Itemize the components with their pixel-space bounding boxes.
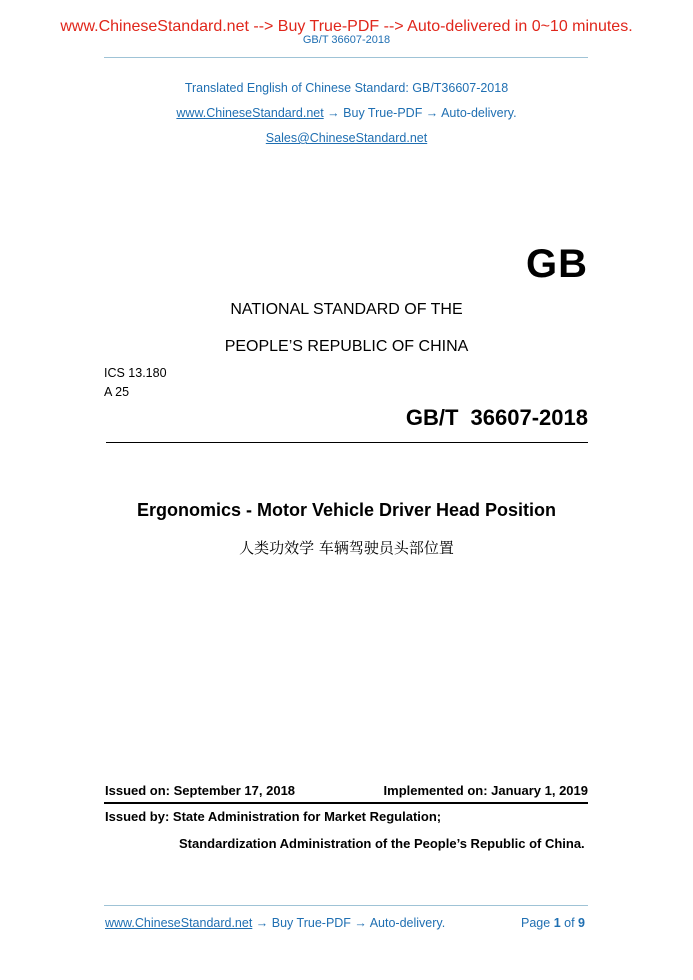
store-line xyxy=(0,106,693,120)
dates-divider xyxy=(104,802,588,804)
footer-site-link[interactable]: www.ChineseStandard.net xyxy=(105,916,253,930)
issued-on-date: Issued on: September 17, 2018 xyxy=(105,783,296,798)
sales-email-link[interactable]: Sales@ChineseStandard.net xyxy=(265,131,428,145)
standard-divider xyxy=(106,442,588,443)
header-standard-code: GB/T 36607-2018 xyxy=(302,34,391,46)
footer-store-line xyxy=(105,916,445,930)
store-suffix: → Buy True-PDF → Auto-delivery. xyxy=(323,106,517,120)
standard-number: GB/T 36607-2018 xyxy=(405,405,588,430)
page-of: of xyxy=(564,916,575,930)
gb-mark: GB xyxy=(526,242,588,286)
page-current: 1 xyxy=(553,916,561,930)
site-link[interactable]: www.ChineseStandard.net xyxy=(176,106,324,120)
ccs-code: A 25 xyxy=(104,385,130,399)
top-banner-link[interactable]: www.ChineseStandard.net --> Buy True-PDF --> Auto-delivered in 0~10 minutes. xyxy=(60,18,633,35)
national-standard-line-2: PEOPLE’S REPUBLIC OF CHINA xyxy=(224,338,469,355)
second-issuer: Standardization Administration of the People’s Republic of China. xyxy=(179,836,585,851)
footer-divider xyxy=(104,905,588,906)
translation-note: Translated English of Chinese Standard: GB/T36607-2018 xyxy=(184,81,509,95)
national-standard-line-1: NATIONAL STANDARD OF THE xyxy=(230,301,463,318)
header-divider xyxy=(104,57,588,58)
ics-code: ICS 13.180 xyxy=(104,366,167,380)
issued-by: Issued by: State Administration for Market Regulation; xyxy=(105,809,442,824)
page-label: Page xyxy=(521,916,551,930)
document-title-en: Ergonomics - Motor Vehicle Driver Head Position xyxy=(136,500,557,520)
document-title-zh: 人类功效学 车辆驾驶员头部位置 xyxy=(239,539,454,557)
implemented-on-date: Implemented on: January 1, 2019 xyxy=(383,783,588,798)
footer-store-suffix: → Buy True-PDF → Auto-delivery. xyxy=(252,916,446,930)
page-indicator xyxy=(521,916,585,930)
page-total: 9 xyxy=(578,916,585,930)
